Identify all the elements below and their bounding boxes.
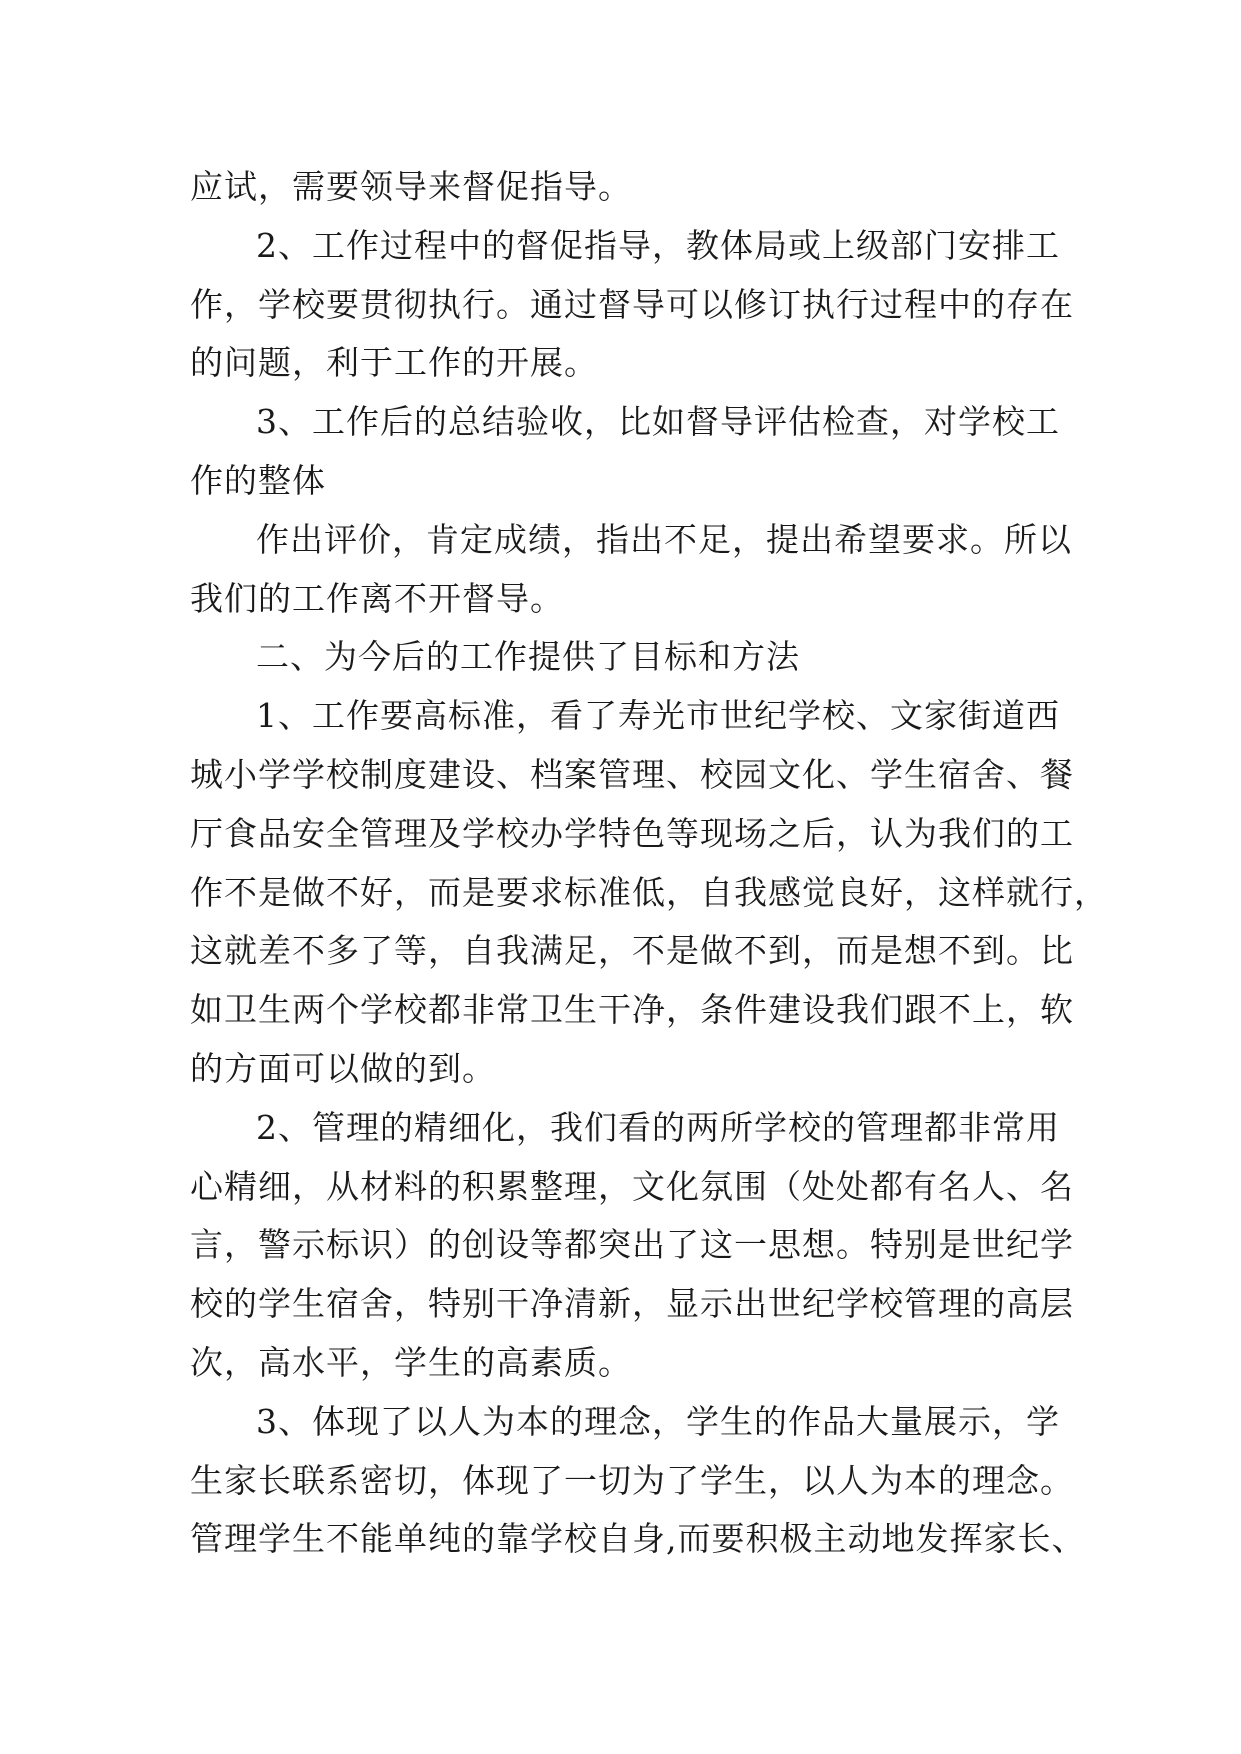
text-line: 管理学生不能单纯的靠学校自身,而要积极主动地发挥家长、 [190,1519,1086,1559]
text-line: 校的学生宿舍，特别干净清新，显示出世纪学校管理的高层 [190,1284,1074,1324]
text-line: 的问题，利于工作的开展。 [190,343,598,383]
text-line: 城小学学校制度建设、档案管理、校园文化、学生宿舍、餐 [190,754,1074,794]
text-line: 心精细，从材料的积累整理，文化氛围（处处都有名人、名 [190,1166,1074,1206]
text-line: 作的整体 [190,460,326,500]
text-line: 作出评价，肯定成绩，指出不足，提出希望要求。所以 [256,519,1072,559]
text-line: 应试，需要领导来督促指导。 [190,167,632,206]
text-line: 我们的工作离不开督导。 [190,578,564,618]
section-heading: 二、为今后的工作提供了目标和方法 [256,637,800,677]
text-line: 言，警示标识）的创设等都突出了这一思想。特别是世纪学 [190,1225,1074,1265]
body-text [190,158,1108,1569]
text-line: 3、工作后的总结验收，比如督导评估检查，对学校工 [256,402,1060,442]
text-line: 的方面可以做的到。 [190,1048,496,1088]
text-line: 2、管理的精细化，我们看的两所学校的管理都非常用 [256,1107,1060,1147]
text-line: 1、工作要高标准，看了寿光市世纪学校、文家街道西 [256,696,1060,736]
text-line: 次，高水平，学生的高素质。 [190,1342,632,1382]
text-line: 这就差不多了等，自我满足，不是做不到，而是想不到。比 [190,931,1074,971]
text-line: 2、工作过程中的督促指导，教体局或上级部门安排工 [256,225,1060,265]
text-line: 生家长联系密切，体现了一切为了学生，以人为本的理念。 [190,1460,1074,1500]
text-line: 作，学校要贯彻执行。通过督导可以修订执行过程中的存在 [190,284,1074,324]
text-line: 作不是做不好，而是要求标准低，自我感觉良好，这样就行， [190,872,1108,912]
text-line: 3、体现了以人为本的理念，学生的作品大量展示，学 [256,1401,1060,1441]
text-line: 厅食品安全管理及学校办学特色等现场之后，认为我们的工 [190,813,1074,853]
text-line: 如卫生两个学校都非常卫生干净，条件建设我们跟不上，软 [190,990,1074,1030]
